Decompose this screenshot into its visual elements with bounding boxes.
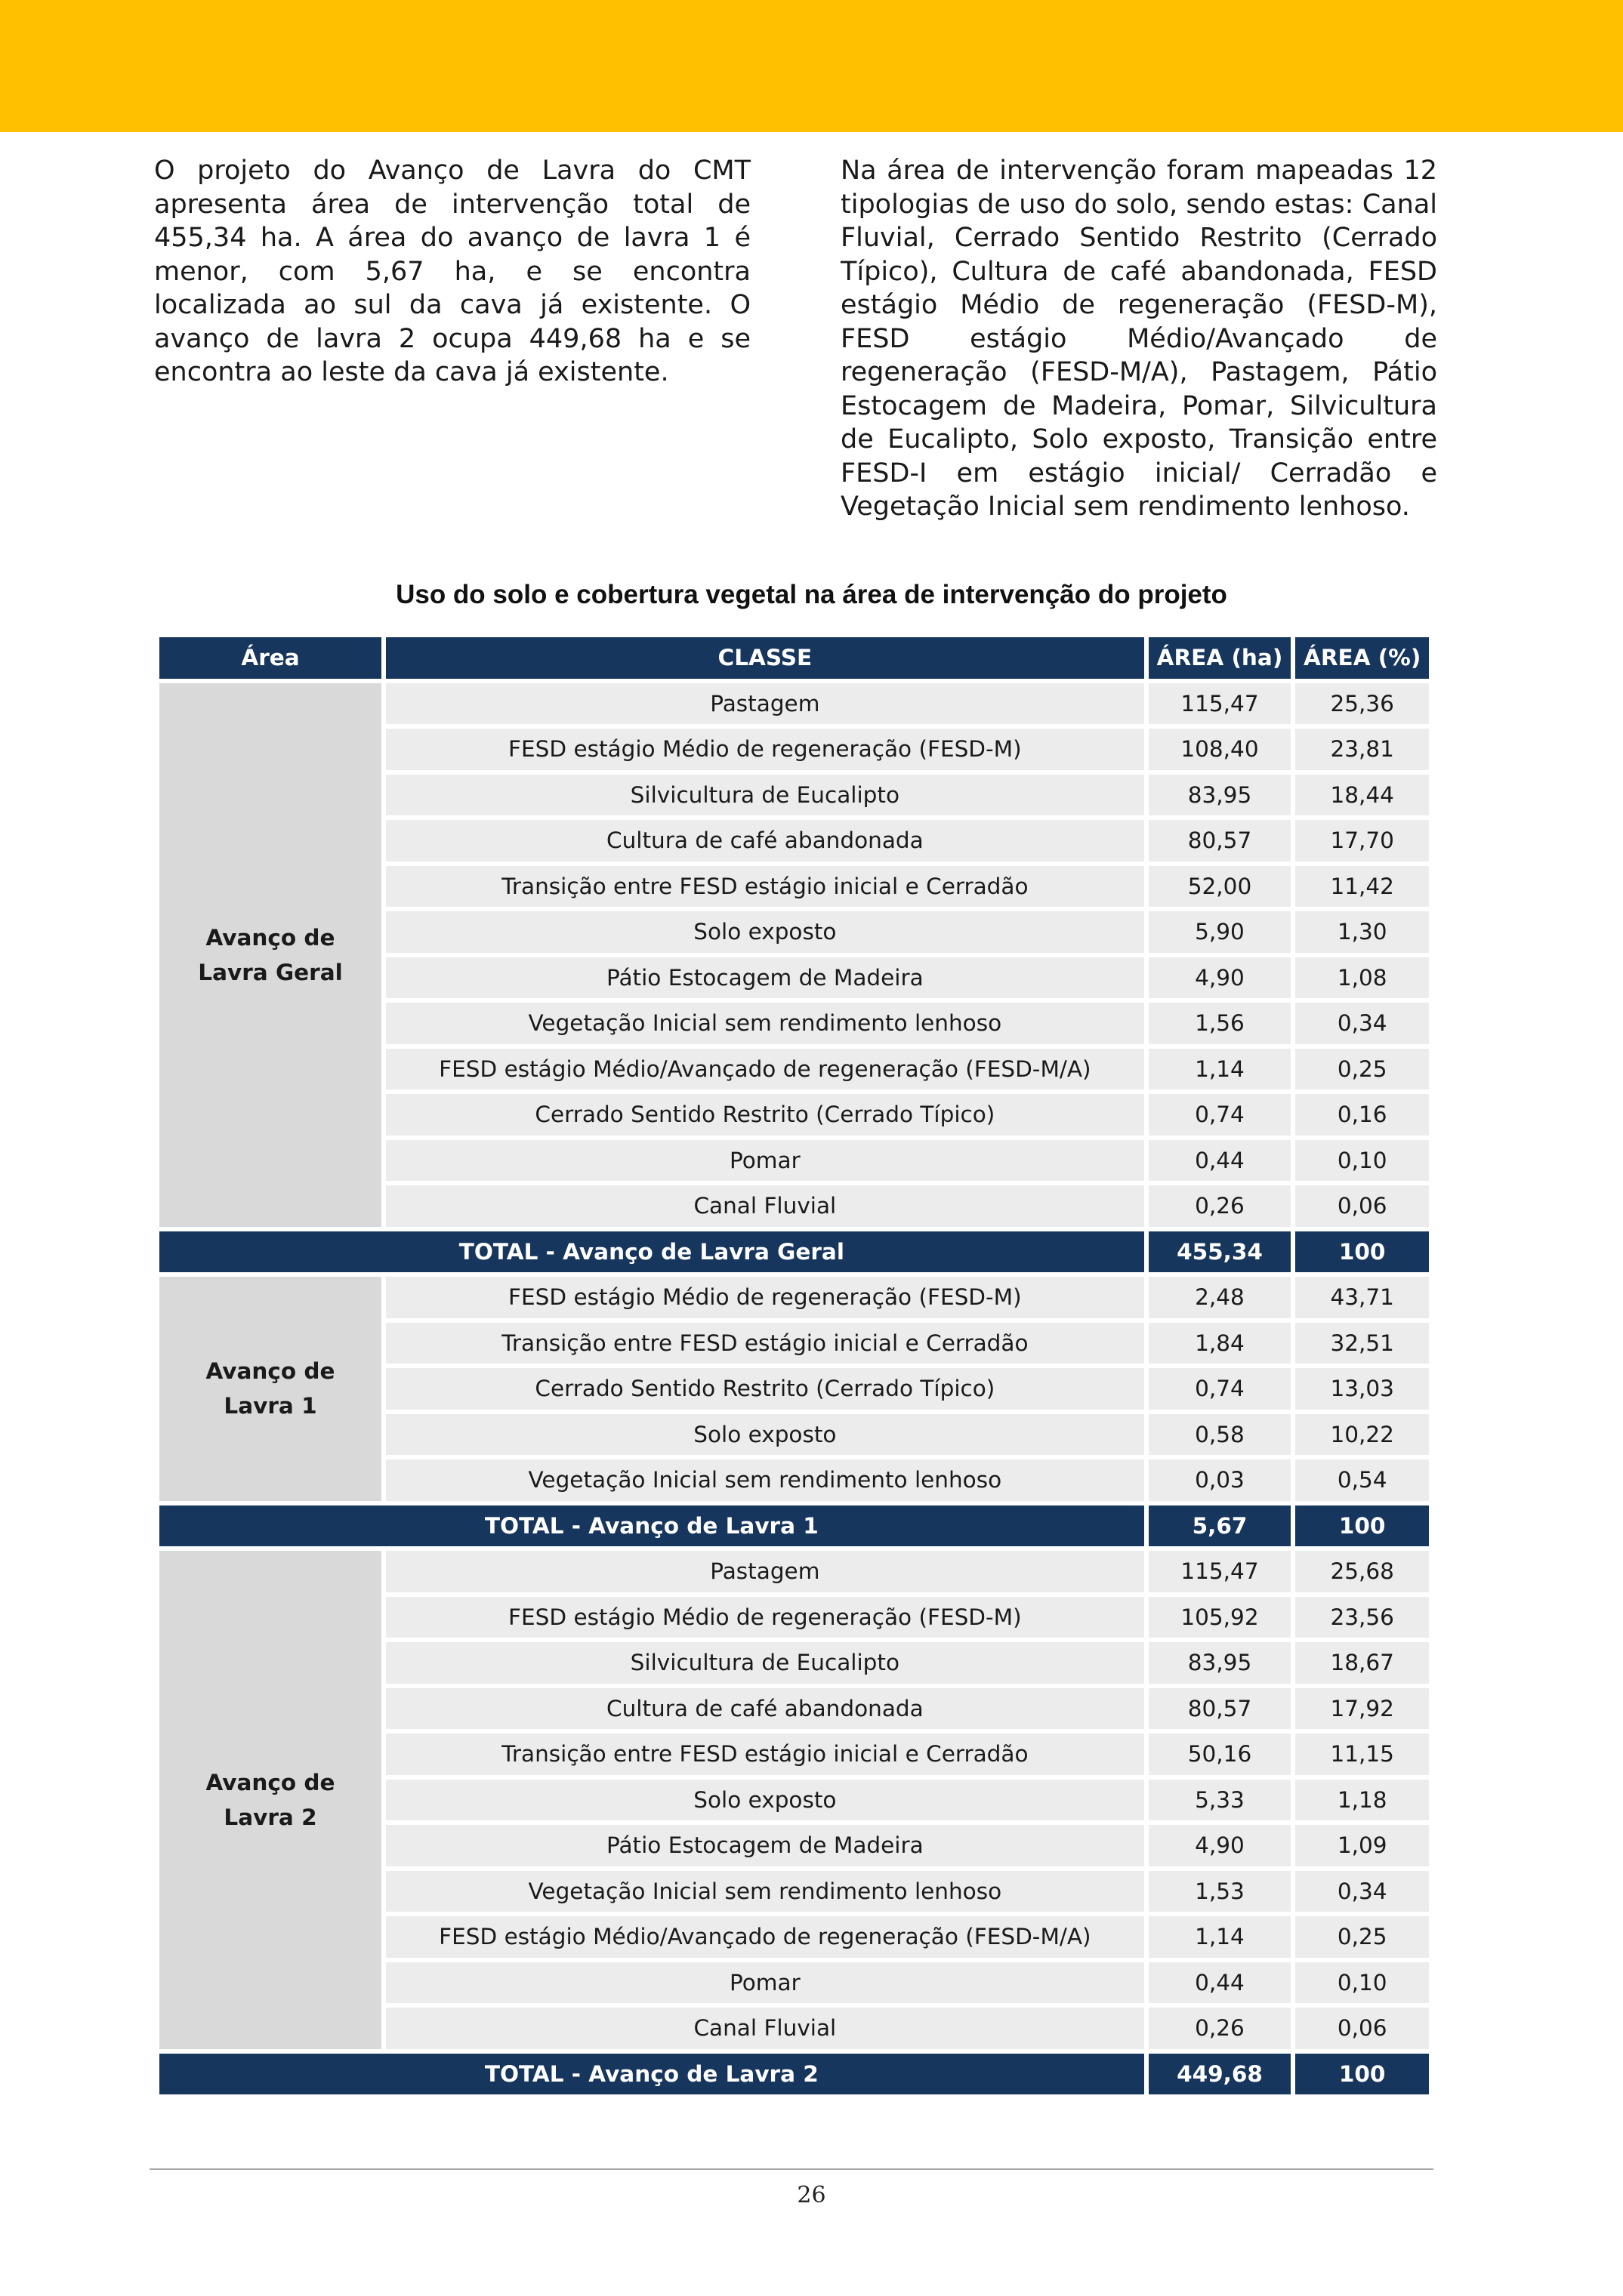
area-pct-cell: 23,81 xyxy=(1295,729,1429,770)
intro-column-left xyxy=(154,154,751,423)
area-group-label xyxy=(159,683,381,1227)
area-ha-cell: 2,48 xyxy=(1149,1277,1291,1318)
class-cell: FESD estágio Médio de regeneração (FESD-M) xyxy=(386,729,1144,770)
total-area-ha: 449,68 xyxy=(1149,2054,1291,2095)
total-area-pct: 100 xyxy=(1295,1505,1429,1547)
area-label-line-1: Avanço de xyxy=(205,1769,335,1795)
area-label-line-2: Lavra 2 xyxy=(224,1804,317,1830)
area-ha-cell: 0,44 xyxy=(1149,1962,1291,2004)
table-body xyxy=(159,683,1429,2095)
area-ha-cell: 0,58 xyxy=(1149,1414,1291,1456)
table-row xyxy=(159,1277,1429,1318)
header-area: Área xyxy=(159,637,381,679)
area-ha-cell: 105,92 xyxy=(1149,1597,1291,1638)
class-cell: Solo exposto xyxy=(386,1414,1144,1456)
class-cell: Transição entre FESD estágio inicial e Cerradão xyxy=(386,1323,1144,1364)
class-cell: Solo exposto xyxy=(386,911,1144,953)
table-row xyxy=(159,683,1429,725)
total-label: TOTAL - Avanço de Lavra 2 xyxy=(159,2054,1144,2095)
area-ha-cell: 52,00 xyxy=(1149,866,1291,908)
area-label-line-1: Avanço de xyxy=(205,1358,335,1385)
area-label-line-2: Lavra Geral xyxy=(198,959,343,985)
header-classe: CLASSE xyxy=(386,637,1144,679)
area-pct-cell: 11,42 xyxy=(1295,866,1429,908)
total-row xyxy=(159,1231,1429,1273)
area-ha-cell: 1,84 xyxy=(1149,1323,1291,1364)
area-ha-cell: 108,40 xyxy=(1149,729,1291,770)
class-cell: Vegetação Inicial sem rendimento lenhoso xyxy=(386,1459,1144,1501)
class-cell: Cerrado Sentido Restrito (Cerrado Típico) xyxy=(386,1368,1144,1410)
total-area-ha: 5,67 xyxy=(1149,1505,1291,1547)
header-band xyxy=(0,0,1623,132)
area-ha-cell: 0,74 xyxy=(1149,1094,1291,1136)
area-pct-cell: 17,70 xyxy=(1295,820,1429,861)
class-cell: Pomar xyxy=(386,1962,1144,2004)
class-cell: FESD estágio Médio/Avançado de regeneração (FESD-M/A) xyxy=(386,1049,1144,1090)
area-pct-cell: 1,08 xyxy=(1295,957,1429,999)
header-area-ha: ÁREA (ha) xyxy=(1149,637,1291,679)
total-area-pct: 100 xyxy=(1295,1231,1429,1273)
area-ha-cell: 4,90 xyxy=(1149,1825,1291,1866)
area-label-line-2: Lavra 1 xyxy=(224,1393,317,1419)
footer-divider xyxy=(150,2168,1433,2170)
class-cell: Vegetação Inicial sem rendimento lenhoso xyxy=(386,1003,1144,1044)
area-pct-cell: 0,54 xyxy=(1295,1459,1429,1501)
class-cell: Pomar xyxy=(386,1140,1144,1182)
area-pct-cell: 0,10 xyxy=(1295,1140,1429,1182)
total-row xyxy=(159,2054,1429,2095)
total-area-pct: 100 xyxy=(1295,2054,1429,2095)
class-cell: FESD estágio Médio de regeneração (FESD-M) xyxy=(386,1597,1144,1638)
area-pct-cell: 18,44 xyxy=(1295,775,1429,816)
class-cell: Pátio Estocagem de Madeira xyxy=(386,1825,1144,1866)
intro-paragraph-2-continued: Na área de intervenção foram mapeadas 12 tipologias de uso do solo, sendo estas: Canal Fluvial, Cerrado Sentido Restrito (Cerrado Típico), Cultura de café abandonada, FESD estágio Médio de regeneração (FESD-M), FESD estágio Médio/Avançado de regeneração (FESD-M/A), Pastagem, Pátio Estocagem de Madeira, Pomar, Silvicultura de Eucalipto, Solo exposto, Transição entre FESD-I em estágio inicial/ Cerradão e Vegetação Inicial sem rendimento lenhoso. xyxy=(841,156,1437,522)
class-cell: Silvicultura de Eucalipto xyxy=(386,1642,1144,1684)
area-pct-cell: 0,34 xyxy=(1295,1871,1429,1912)
header-area-pct: ÁREA (%) xyxy=(1295,637,1429,679)
area-ha-cell: 1,53 xyxy=(1149,1871,1291,1912)
area-pct-cell: 32,51 xyxy=(1295,1323,1429,1364)
total-label: TOTAL - Avanço de Lavra Geral xyxy=(159,1231,1144,1273)
area-group-label xyxy=(159,1551,381,2049)
land-use-table xyxy=(155,633,1433,2099)
table-caption: Uso do solo e cobertura vegetal na área de intervenção do projeto xyxy=(396,580,1227,609)
area-ha-cell: 80,57 xyxy=(1149,820,1291,861)
table-header-row xyxy=(159,637,1429,679)
area-pct-cell: 10,22 xyxy=(1295,1414,1429,1456)
class-cell: Transição entre FESD estágio inicial e Cerradão xyxy=(386,1734,1144,1775)
area-ha-cell: 1,56 xyxy=(1149,1003,1291,1044)
area-pct-cell: 0,34 xyxy=(1295,1003,1429,1044)
area-pct-cell: 0,25 xyxy=(1295,1916,1429,1958)
area-pct-cell: 18,67 xyxy=(1295,1642,1429,1684)
table-row xyxy=(159,1551,1429,1592)
area-ha-cell: 83,95 xyxy=(1149,1642,1291,1684)
area-ha-cell: 0,03 xyxy=(1149,1459,1291,1501)
area-ha-cell: 1,14 xyxy=(1149,1916,1291,1958)
area-pct-cell: 25,36 xyxy=(1295,683,1429,725)
area-pct-cell: 0,06 xyxy=(1295,2008,1429,2049)
area-ha-cell: 115,47 xyxy=(1149,1551,1291,1592)
area-pct-cell: 1,18 xyxy=(1295,1780,1429,1821)
area-pct-cell: 43,71 xyxy=(1295,1277,1429,1318)
area-pct-cell: 0,06 xyxy=(1295,1185,1429,1227)
area-ha-cell: 0,26 xyxy=(1149,2008,1291,2049)
area-ha-cell: 80,57 xyxy=(1149,1688,1291,1730)
area-ha-cell: 5,33 xyxy=(1149,1780,1291,1821)
class-cell: Silvicultura de Eucalipto xyxy=(386,775,1144,816)
area-pct-cell: 0,25 xyxy=(1295,1049,1429,1090)
area-pct-cell: 1,30 xyxy=(1295,911,1429,953)
area-ha-cell: 83,95 xyxy=(1149,775,1291,816)
class-cell: Solo exposto xyxy=(386,1780,1144,1821)
class-cell: Vegetação Inicial sem rendimento lenhoso xyxy=(386,1871,1144,1912)
area-pct-cell: 23,56 xyxy=(1295,1597,1429,1638)
area-ha-cell: 50,16 xyxy=(1149,1734,1291,1775)
area-group-label xyxy=(159,1277,381,1501)
area-ha-cell: 0,26 xyxy=(1149,1185,1291,1227)
area-label-line-1: Avanço de xyxy=(205,924,335,951)
class-cell: Cerrado Sentido Restrito (Cerrado Típico) xyxy=(386,1094,1144,1136)
page-number: 26 xyxy=(797,2182,826,2208)
total-area-ha: 455,34 xyxy=(1149,1231,1291,1273)
area-ha-cell: 4,90 xyxy=(1149,957,1291,999)
area-pct-cell: 1,09 xyxy=(1295,1825,1429,1866)
area-ha-cell: 0,44 xyxy=(1149,1140,1291,1182)
area-pct-cell: 11,15 xyxy=(1295,1734,1429,1775)
area-ha-cell: 0,74 xyxy=(1149,1368,1291,1410)
total-label: TOTAL - Avanço de Lavra 1 xyxy=(159,1505,1144,1547)
class-cell: Pastagem xyxy=(386,1551,1144,1592)
area-pct-cell: 0,10 xyxy=(1295,1962,1429,2004)
class-cell: Canal Fluvial xyxy=(386,1185,1144,1227)
area-pct-cell: 25,68 xyxy=(1295,1551,1429,1592)
class-cell: Pastagem xyxy=(386,683,1144,725)
area-pct-cell: 0,16 xyxy=(1295,1094,1429,1136)
intro-column-right xyxy=(841,154,1437,557)
area-pct-cell: 13,03 xyxy=(1295,1368,1429,1410)
intro-paragraph-1: O projeto do Avanço de Lavra do CMT apresenta área de intervenção total de 455,34 ha. A área do avanço de lavra 1 é menor, com 5,67 ha, e se encontra localizada ao sul da cava já existente. O avanço de lavra 2 ocupa 449,68 ha e se encontra ao leste da cava já existente. xyxy=(154,156,751,387)
class-cell: Transição entre FESD estágio inicial e Cerradão xyxy=(386,866,1144,908)
class-cell: FESD estágio Médio/Avançado de regeneração (FESD-M/A) xyxy=(386,1916,1144,1958)
area-pct-cell: 17,92 xyxy=(1295,1688,1429,1730)
area-ha-cell: 115,47 xyxy=(1149,683,1291,725)
area-ha-cell: 1,14 xyxy=(1149,1049,1291,1090)
class-cell: Cultura de café abandonada xyxy=(386,820,1144,861)
class-cell: Cultura de café abandonada xyxy=(386,1688,1144,1730)
total-row xyxy=(159,1505,1429,1547)
area-ha-cell: 5,90 xyxy=(1149,911,1291,953)
class-cell: FESD estágio Médio de regeneração (FESD-M) xyxy=(386,1277,1144,1318)
class-cell: Canal Fluvial xyxy=(386,2008,1144,2049)
class-cell: Pátio Estocagem de Madeira xyxy=(386,957,1144,999)
